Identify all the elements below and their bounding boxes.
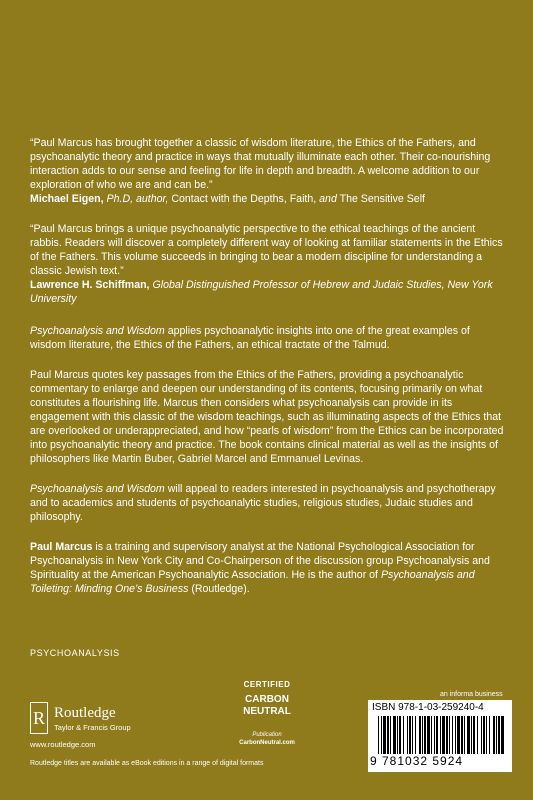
endorsement-attribution-1 <box>30 192 508 206</box>
book-title-ref-1: Psychoanalysis and Wisdom <box>30 325 165 337</box>
subject-category: PSYCHOANALYSIS <box>30 648 120 658</box>
informa-tagline: an informa business <box>440 691 503 698</box>
back-cover-text <box>30 136 508 596</box>
carbon-neutral-title <box>236 694 298 718</box>
barcode-digits: 9 781032 5924 <box>370 754 464 768</box>
ebook-note: Routledge titles are available as eBook editions in a range of digital formats <box>30 760 264 767</box>
publisher-name: Routledge <box>54 705 116 721</box>
carbon-word: CARBON <box>245 694 289 705</box>
author-bio-text: is a training and supervisory analyst at the National Psychological Association for Psychoanalysis in New York City and Co-Chairperson of the discussion group Psychoanalysis and Spirituality at the American Psychoanalytic Association. He is the author of <box>30 541 490 581</box>
carbon-neutral-logo <box>236 680 298 752</box>
description-p1-text: applies psychoanalytic insights into one of the great examples of wisdom literature, the Ethics of the Fathers, an ethical tractate of the Talmud. <box>30 325 470 351</box>
svg-text:R: R <box>32 708 46 728</box>
endorser-name-1: Michael Eigen, <box>30 193 104 205</box>
routledge-r-icon <box>30 702 48 734</box>
author-bio <box>30 540 508 596</box>
description-p3-text: will appeal to readers interested in psychoanalysis and psychotherapy and to academics and students of psychoanalytic studies, religious studies, Judaic studies and philosophy. <box>30 483 496 523</box>
endorser-works-1: Contact with the Depths, Faith, <box>171 193 317 205</box>
carbon-certified: CERTIFIED <box>243 680 291 689</box>
endorsement-quote-1: “Paul Marcus has brought together a classic of wisdom literature, the Ethics of the Fathers, and psychoanalytic theory and practice in ways that mutually illuminate each other. Their co-nourishing interaction adds to our sense and feeling for life in depth and breadth. A welcome addition to our exploration of who we are and can be.” <box>30 137 491 191</box>
isbn-number: ISBN 978-1-03-259240-4 <box>372 702 484 713</box>
isbn-barcode <box>368 700 512 772</box>
endorsement-attribution-2 <box>30 278 508 306</box>
endorser-works-2: The Sensitive Self <box>339 193 425 205</box>
publisher-url: www.routledge.com <box>30 740 96 749</box>
endorser-and-1: and <box>319 193 337 205</box>
carbon-publication: Publication <box>252 732 282 738</box>
publisher-logo <box>30 702 170 750</box>
carbon-url: CarbonNeutral.com <box>239 740 295 746</box>
description-paragraph-1 <box>30 324 508 352</box>
endorser-credential-2: Global Distinguished Professor of Hebrew and Judaic Studies, New York University <box>30 279 493 305</box>
author-name: Paul Marcus <box>30 541 93 553</box>
description-paragraph-2: Paul Marcus quotes key passages from the Ethics of the Fathers, providing a psychoanalytic commentary to enlarge and deepen our understanding of its contents, focusing primarily on what constitutes a flourishing life. Marcus then considers what psychoanalysis can provide in its engagement with this classic of the wisdom teachings, such as illuminating aspects of the Ethics that are overlooked or underappreciated, and how “pearls of wisdom” from the Ethics can be incorporated into psychoanalytic theory and practice. The book contains clinical material as well as the insights of philosophers like Martin Buber, Gabriel Marcel and Emmanuel Levinas. <box>30 369 504 465</box>
author-book: Psychoanalysis and Toileting: Minding One’s Business <box>30 569 475 595</box>
endorsement-quote-2: “Paul Marcus brings a unique psychoanalytic perspective to the ethical teachings of the ancient rabbis. Readers will discover a completely different way of looking at familiar statements in the Ethics of the Fathers. This volume succeeds in bringing to bear a modern discipline for understanding a classic Jewish text.” <box>30 223 503 277</box>
endorser-name-2: Lawrence H. Schiffman, <box>30 279 150 291</box>
book-title-ref-2: Psychoanalysis and Wisdom <box>30 483 165 495</box>
barcode-icon <box>372 716 508 754</box>
publisher-group: Taylor & Francis Group <box>54 723 131 732</box>
author-bio-end: (Routledge). <box>188 583 250 595</box>
endorser-credential-1: Ph.D, author, <box>106 193 169 205</box>
neutral-word: NEUTRAL <box>243 706 291 717</box>
description-paragraph-3 <box>30 482 508 524</box>
